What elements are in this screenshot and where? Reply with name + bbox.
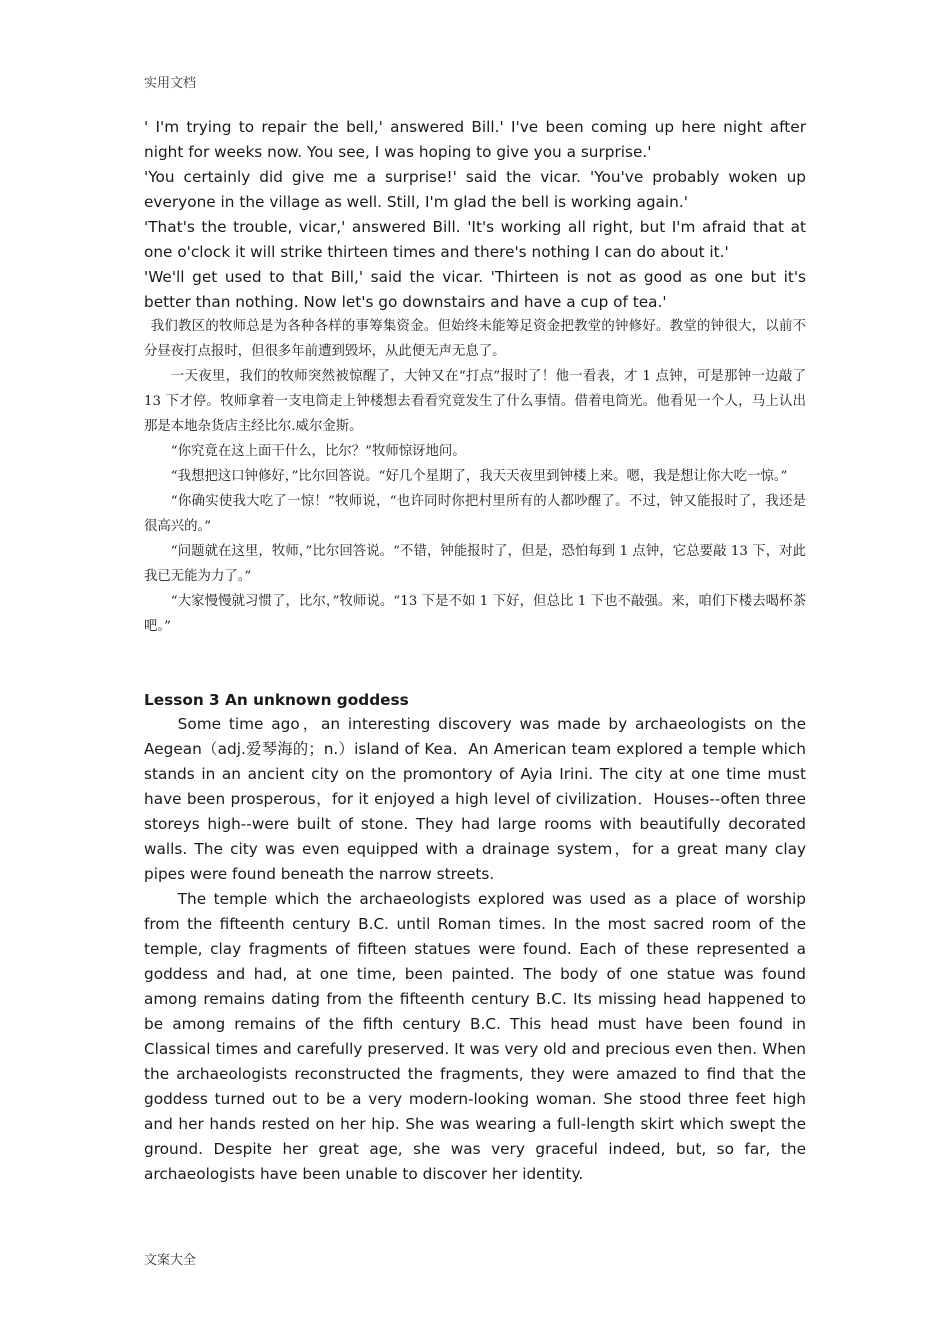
translation-paragraph: 我们教区的牧师总是为各种各样的事筹集资金。但始终未能筹足资金把教堂的钟修好。教堂的钟很大，以前不分昼夜打点报时，但很多年前遭到毁坏，从此便无声无息了。 <box>144 319 806 359</box>
lesson-paragraph: Some time ago，an interesting discovery was made by archaeologists on the Aegean（adj.爱琴海的；n.）island of Kea．An American team explored a temple which stands in an ancient city on the promontory of Ayia Irini. The city at one time must have been prosperous，for it enjoyed a high level of civilization．Houses--often three storeys high--were built of stone. They had large rooms with beautifully decorated walls. The city was even equipped with a drainage system，for a great many clay pipes were found beneath the narrow streets. <box>144 715 806 883</box>
translation-paragraph: “你究竟在这上面干什么，比尔？”牧师惊讶地问。 <box>170 444 466 459</box>
translation-section <box>144 314 806 639</box>
translation-paragraph: “我想把这口钟修好，”比尔回答说。“好几个星期了，我天天夜里到钟楼上来。嗯，我是想让你大吃一惊。” <box>170 469 788 484</box>
translation-paragraph: “问题就在这里，牧师，”比尔回答说。“不错，钟能报时了，但是，恐怕每到 1 点钟，它总要敲 13 下，对此我已无能为力了。” <box>144 544 806 584</box>
translation-paragraph: “大家慢慢就习惯了，比尔，”牧师说。“13 下是不如 1 下好，但总比 1 下也不敲强。来，咱们下楼去喝杯茶吧。” <box>144 594 806 634</box>
dialogue-paragraph: 'We'll get used to that Bill,' said the vicar. 'Thirteen is not as good as one but it's better than nothing. Now let's go downstairs and have a cup of tea.' <box>144 268 806 311</box>
lesson-paragraph: The temple which the archaeologists explored was used as a place of worship from the fifteenth century B.C. until Roman times. In the most sacred room of the temple, clay fragments of fifteen statues were found. Each of these represented a goddess and had, at one time, been painted. The body of one statue was found among remains dating from the fifteenth century B.C. Its missing head happened to be among remains of the fifth century B.C. This head must have been found in Classical times and carefully preserved. It was very old and precious even then. When the archaeologists reconstructed the fragments, they were amazed to find that the goddess turned out to be a very modern-looking woman. She stood three feet high and her hands rested on her hip. She was wearing a full-length skirt which swept the ground. Despite her great age, she was very graceful indeed, but, so far, the archaeologists have been unable to discover her identity. <box>144 890 806 1183</box>
dialogue-paragraph: 'That's the trouble, vicar,' answered Bill. 'It's working all right, but I'm afraid that at one o'clock it will strike thirteen times and there's nothing I can do about it.' <box>144 218 806 261</box>
translation-paragraph: “你确实使我大吃了一惊！”牧师说，“也许同时你把村里所有的人都吵醒了。不过，钟又能报时了，我还是很高兴的。” <box>144 494 806 534</box>
page-header: 实用文档 <box>144 76 197 91</box>
lesson-title: Lesson 3 An unknown goddess <box>144 691 409 709</box>
dialogue-section <box>144 115 806 315</box>
page-footer: 文案大全 <box>144 1253 197 1268</box>
dialogue-paragraph: 'You certainly did give me a surprise!' said the vicar. 'You've probably woken up everyone in the village as well. Still, I'm glad the bell is working again.' <box>144 168 806 211</box>
dialogue-paragraph: ' I'm trying to repair the bell,' answered Bill.' I've been coming up here night after night for weeks now. You see, I was hoping to give you a surprise.' <box>144 118 806 161</box>
translation-paragraph: 一天夜里，我们的牧师突然被惊醒了，大钟又在“打点”报时了！他一看表，才 1 点钟，可是那钟一边敲了 13 下才停。牧师拿着一支电筒走上钟楼想去看看究竟发生了什么事情。借着电筒光。他看见一个人，马上认出那是本地杂货店主经比尔.威尔金斯。 <box>144 369 806 434</box>
lesson-body <box>144 712 806 1187</box>
